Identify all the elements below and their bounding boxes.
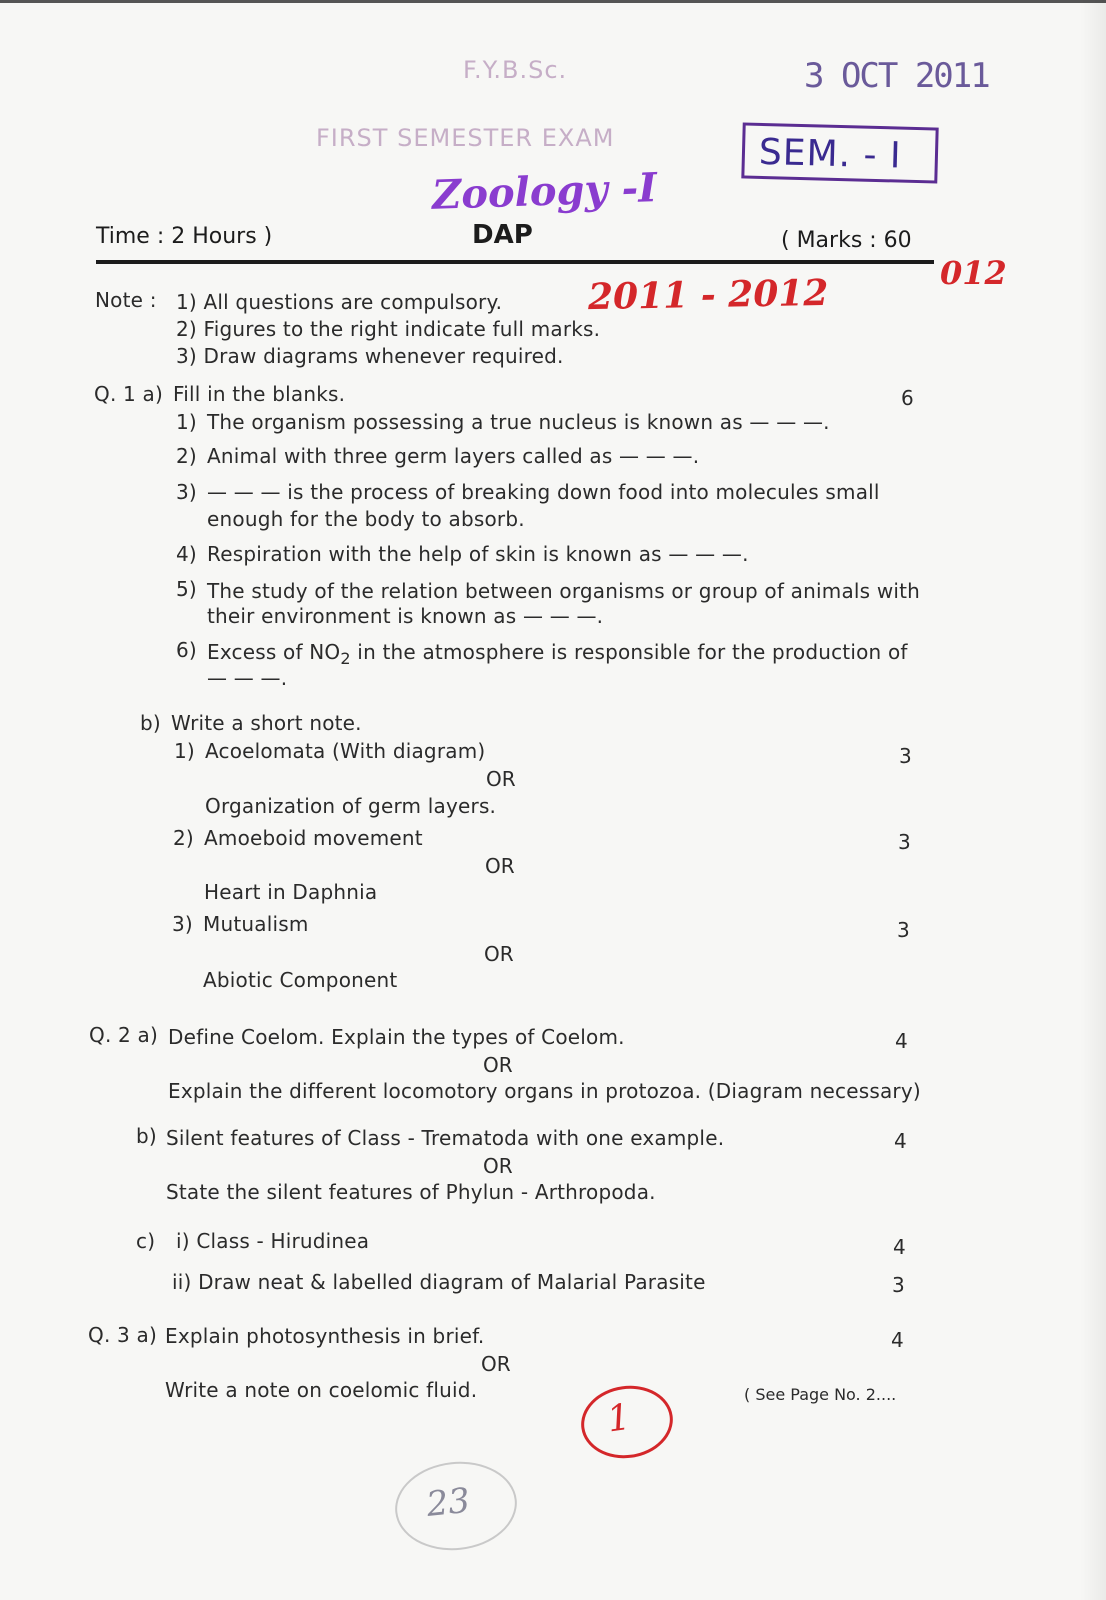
or-label: OR	[485, 854, 515, 878]
scan-top-edge	[0, 0, 1106, 3]
q2-number: Q. 2 a)	[89, 1023, 158, 1047]
header-rule	[96, 260, 934, 264]
handwritten-margin-note: 012	[940, 254, 1007, 292]
sem-box-stamp	[741, 122, 938, 183]
subscript: 2	[340, 649, 351, 668]
time-label: Time : 2 Hours )	[96, 224, 273, 249]
q2c-i-marks: 4	[893, 1235, 906, 1259]
short-note-text: Mutualism	[203, 912, 309, 936]
q2c-ii-text: ii) Draw neat & labelled diagram of Malarial Parasite	[172, 1270, 706, 1294]
short-note-marks: 3	[898, 830, 911, 854]
blank-text: Animal with three germ layers called as — — —.	[207, 444, 700, 468]
q2a-alt: Explain the different locomotory organs in protozoa. (Diagram necessary)	[168, 1079, 921, 1103]
q2c-i-text: i) Class - Hirudinea	[176, 1229, 370, 1253]
blank-text: enough for the body to absorb.	[207, 507, 525, 531]
blank-text: their environment is known as — — —.	[207, 604, 604, 628]
q1b-title: Write a short note.	[171, 711, 362, 735]
date-stamp: 3 OCT 2011	[804, 56, 989, 96]
exam-stamp: FIRST SEMESTER EXAM	[316, 124, 615, 152]
blank-number: 1)	[176, 410, 197, 434]
q3a-alt: Write a note on coelomic fluid.	[165, 1378, 478, 1402]
short-note-alt: Organization of germ layers.	[205, 794, 497, 818]
q2b-marks: 4	[894, 1129, 907, 1153]
q3a-marks: 4	[891, 1328, 904, 1352]
short-note-marks: 3	[897, 918, 910, 942]
q1a-marks: 6	[901, 386, 914, 410]
blank-number: 3)	[176, 480, 197, 504]
q1a-title: Fill in the blanks.	[173, 382, 346, 406]
q2b-alt: State the silent features of Phylun - Arthropoda.	[166, 1180, 656, 1204]
short-note-marks: 3	[899, 744, 912, 768]
note-item: 2) Figures to the right indicate full marks.	[176, 317, 601, 341]
blank-text: The organism possessing a true nucleus is known as — — —.	[207, 410, 830, 434]
short-note-number: 3)	[172, 912, 193, 936]
blank-text: — — —.	[207, 666, 288, 690]
q2c-ii-marks: 3	[892, 1273, 905, 1297]
q1-number: Q. 1 a)	[94, 382, 163, 406]
circled-number-text: 1	[604, 1396, 634, 1441]
q3-number: Q. 3 a)	[88, 1323, 157, 1347]
q1b-label: b)	[140, 711, 161, 735]
q2c-label: c)	[136, 1229, 156, 1253]
pencil-circled-number	[391, 1456, 522, 1556]
blank-text: — — — is the process of breaking down food into molecules small	[207, 480, 880, 504]
blank-text: Respiration with the help of skin is known as — — —.	[207, 542, 749, 566]
short-note-text: Amoeboid movement	[204, 826, 423, 850]
class-stamp: F.Y.B.Sc.	[463, 56, 568, 84]
q2b-text: Silent features of Class - Trematoda with one example.	[166, 1126, 725, 1150]
note-item: 3) Draw diagrams whenever required.	[176, 344, 564, 368]
blank-text-part: Excess of NO	[207, 640, 341, 664]
or-label: OR	[483, 1053, 513, 1077]
red-circled-number	[576, 1380, 677, 1464]
short-note-number: 1)	[174, 739, 195, 763]
or-label: OR	[481, 1352, 511, 1376]
blank-text-part: in the atmosphere is responsible for the production of	[350, 640, 908, 664]
q3a-text: Explain photosynthesis in brief.	[165, 1324, 485, 1348]
scan-right-shadow	[1080, 0, 1106, 1600]
short-note-number: 2)	[173, 826, 194, 850]
blank-number: 4)	[176, 542, 197, 566]
handwritten-subject: Zoology -I	[431, 164, 658, 219]
note-item: 1) All questions are compulsory.	[176, 290, 503, 314]
short-note-alt: Heart in Daphnia	[204, 880, 378, 904]
see-page-note: ( See Page No. 2....	[744, 1385, 897, 1404]
paper-code: DAP	[472, 220, 533, 250]
blank-text: The study of the relation between organisms or group of animals with	[207, 579, 921, 603]
q2a-marks: 4	[895, 1029, 908, 1053]
or-label: OR	[483, 1154, 513, 1178]
short-note-text: Acoelomata (With diagram)	[205, 739, 486, 763]
short-note-alt: Abiotic Component	[203, 968, 398, 992]
note-label: Note :	[95, 288, 157, 312]
blank-number: 6)	[176, 638, 197, 662]
blank-number: 2)	[176, 444, 197, 468]
blank-text	[207, 640, 908, 668]
or-label: OR	[484, 942, 514, 966]
sem-box-label: SEM. - I	[758, 131, 903, 177]
blank-number: 5)	[176, 577, 197, 601]
q2b-label: b)	[136, 1124, 157, 1148]
marks-label: ( Marks : 60	[781, 228, 912, 253]
handwritten-year: 2011 - 2012	[587, 271, 829, 319]
or-label: OR	[486, 767, 516, 791]
q2a-text: Define Coelom. Explain the types of Coelom.	[168, 1025, 625, 1049]
pencil-number-text: 23	[424, 1480, 472, 1525]
